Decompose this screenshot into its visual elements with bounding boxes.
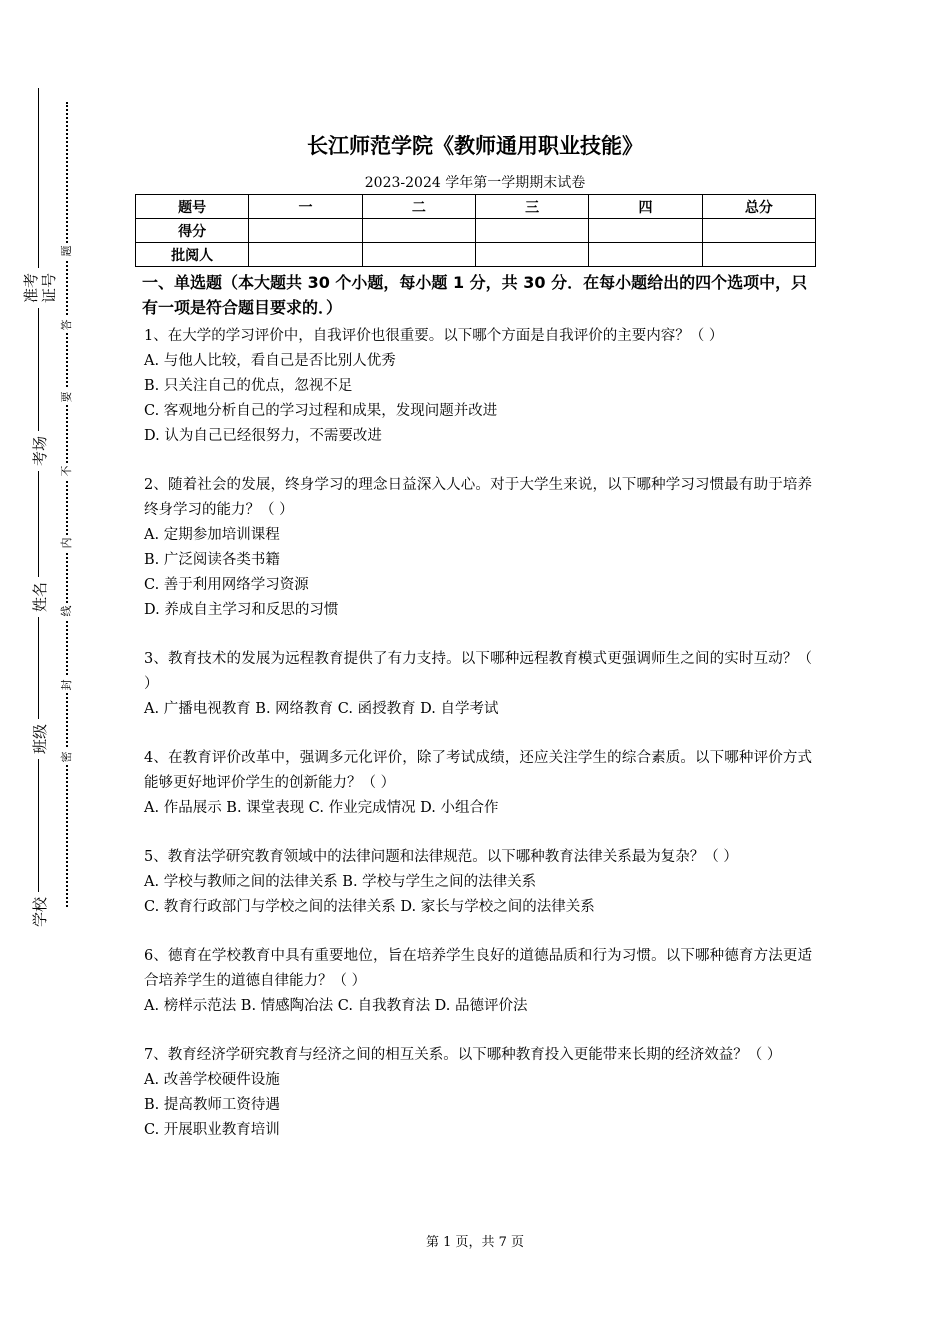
question-stem: 3、教育技术的发展为远程教育提供了有力支持。以下哪种远程教育模式更强调师生之间的实时互动？（ ）	[144, 651, 812, 692]
seal-char: 答	[60, 317, 74, 333]
score-row	[136, 219, 816, 243]
question-item	[144, 324, 812, 449]
question-option: B. 提高教师工资待遇	[144, 1097, 280, 1113]
question-option: A. 改善学校硬件设施	[144, 1072, 280, 1088]
question-stem: 4、在教育评价改革中，强调多元化评价，除了考试成绩，还应关注学生的综合素质。以下哪种评价方式能够更好地评价学生的创新能力？（ ）	[144, 750, 812, 791]
exam-room-label: 考场	[31, 431, 49, 471]
grader-cell[interactable]	[589, 243, 702, 267]
seal-char: 线	[60, 603, 74, 619]
score-cell[interactable]	[589, 219, 702, 243]
grader-cell[interactable]	[702, 243, 815, 267]
question-item	[144, 746, 812, 821]
score-table-header-cell: 总分	[702, 195, 815, 219]
question-option: A. 与他人比较，看自己是否比别人优秀	[144, 353, 396, 369]
grader-row	[136, 243, 816, 267]
question-stem: 7、教育经济学研究教育与经济之间的相互关系。以下哪种教育投入更能带来长期的经济效益？（ ）	[144, 1047, 782, 1063]
score-table-header-cell: 题号	[136, 195, 249, 219]
seal-char: 内	[60, 535, 74, 551]
question-option: B. 广泛阅读各类书籍	[144, 552, 280, 568]
question-option: C. 开展职业教育培训	[144, 1122, 280, 1138]
question-item	[144, 845, 812, 920]
question-option: B. 只关注自己的优点，忽视不足	[144, 378, 353, 394]
score-cell[interactable]	[702, 219, 815, 243]
name-label: 姓名	[31, 577, 49, 617]
school-label: 学校	[31, 892, 49, 932]
score-table-header-cell: 四	[589, 195, 702, 219]
score-table-header-cell: 三	[475, 195, 588, 219]
question-option: A. 作品展示 B. 课堂表现 C. 作业完成情况 D. 小组合作	[144, 800, 499, 816]
exam-title: 长江师范学院《教师通用职业技能》	[307, 134, 643, 158]
question-option: A. 广播电视教育 B. 网络教育 C. 函授教育 D. 自学考试	[144, 701, 499, 717]
score-cell[interactable]	[475, 219, 588, 243]
score-table	[135, 194, 816, 267]
question-option: D. 认为自己已经很努力，不需要改进	[144, 428, 382, 444]
question-item	[144, 1043, 812, 1143]
exam-id-label: 准考证号	[22, 268, 58, 308]
seal-char: 密	[60, 749, 74, 765]
binding-dotted-line	[66, 102, 68, 907]
section-heading: 一、单选题（本大题共 30 个小题，每小题 1 分，共 30 分．在每小题给出的四个选项中，只有一项是符合题目要求的．）	[142, 273, 808, 317]
seal-char: 封	[60, 677, 74, 693]
question-stem: 1、在大学的学习评价中，自我评价也很重要。以下哪个方面是自我评价的主要内容？（ ）	[144, 328, 724, 344]
question-section	[144, 270, 812, 1143]
question-option: D. 养成自主学习和反思的习惯	[144, 602, 339, 618]
question-item	[144, 944, 812, 1019]
question-option: A. 定期参加培训课程	[144, 527, 280, 543]
question-stem: 6、德育在学校教育中具有重要地位，旨在培养学生良好的道德品质和行为习惯。以下哪种德育方法更适合培养学生的道德自律能力？（ ）	[144, 948, 812, 989]
question-item	[144, 473, 812, 623]
score-table-header-row	[136, 195, 816, 219]
question-option: A. 学校与教师之间的法律关系 B. 学校与学生之间的法律关系	[144, 874, 537, 890]
seal-char: 要	[60, 389, 74, 405]
binding-solid-line	[38, 88, 39, 928]
grader-cell[interactable]	[362, 243, 475, 267]
question-stem: 2、随着社会的发展，终身学习的理念日益深入人心。对于大学生来说，以下哪种学习习惯最有助于培养终身学习的能力？（ ）	[144, 477, 812, 518]
seal-char: 不	[60, 463, 74, 479]
question-option: C. 客观地分析自己的学习过程和成果，发现问题并改进	[144, 403, 498, 419]
question-option: C. 善于利用网络学习资源	[144, 577, 309, 593]
class-label: 班级	[31, 719, 49, 759]
score-table-header-cell: 一	[249, 195, 362, 219]
question-item	[144, 647, 812, 722]
score-row-label: 得分	[136, 219, 249, 243]
grader-cell[interactable]	[249, 243, 362, 267]
grader-row-label: 批阅人	[136, 243, 249, 267]
page-number: 第 1 页，共 7 页	[425, 1235, 525, 1250]
question-option: A. 榜样示范法 B. 情感陶冶法 C. 自我教育法 D. 品德评价法	[144, 998, 528, 1014]
question-option: C. 教育行政部门与学校之间的法律关系 D. 家长与学校之间的法律关系	[144, 899, 595, 915]
score-cell[interactable]	[249, 219, 362, 243]
question-stem: 5、教育法学研究教育领域中的法律问题和法律规范。以下哪种教育法律关系最为复杂？（ ）	[144, 849, 738, 865]
exam-subtitle: 2023-2024 学年第一学期期末试卷	[364, 175, 586, 191]
grader-cell[interactable]	[475, 243, 588, 267]
score-cell[interactable]	[362, 219, 475, 243]
score-table-header-cell: 二	[362, 195, 475, 219]
seal-char: 题	[60, 243, 74, 259]
